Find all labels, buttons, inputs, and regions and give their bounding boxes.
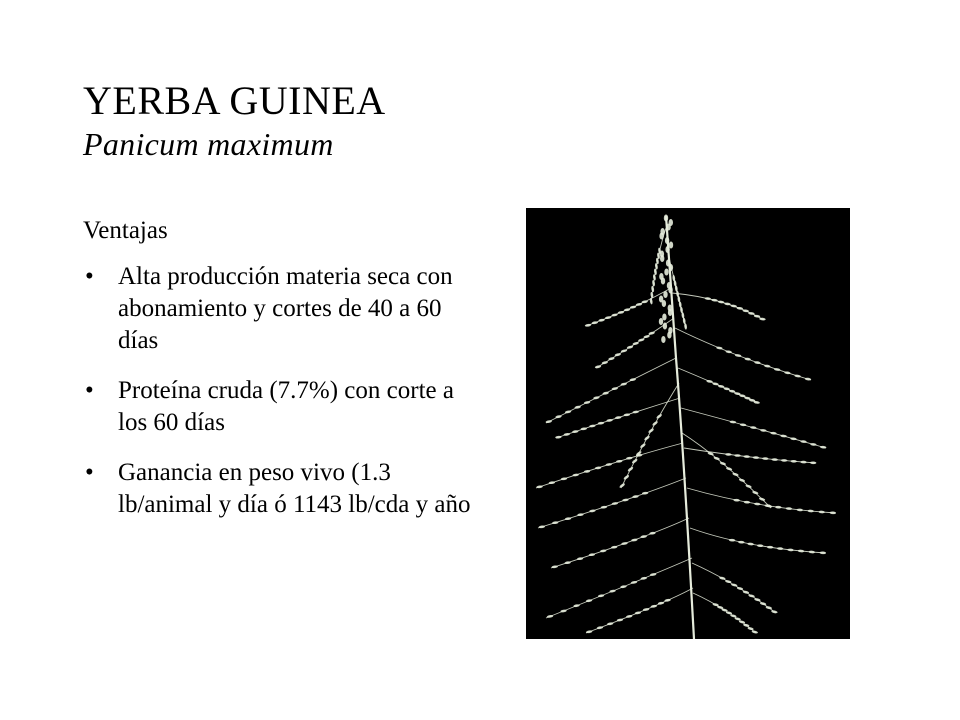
panicle-branch	[675, 328, 811, 380]
spikelet	[752, 490, 759, 494]
slide-title-block	[83, 78, 863, 164]
spikelet	[830, 511, 837, 514]
spikelet	[662, 314, 666, 321]
spikelet	[767, 546, 774, 549]
slide-title: YERBA GUINEA	[83, 78, 386, 123]
spikelet	[619, 483, 626, 489]
spikelet	[787, 548, 794, 551]
spikelet	[729, 539, 736, 542]
spikelet	[711, 299, 718, 302]
spikelet	[684, 323, 687, 330]
spikelet	[664, 215, 668, 222]
spikelet	[739, 478, 746, 482]
panicle-branch	[538, 478, 686, 528]
spikelet	[810, 461, 816, 464]
spikelet	[771, 458, 777, 461]
spikelet	[640, 443, 647, 449]
spikelet	[664, 269, 668, 276]
spikelet	[662, 300, 666, 307]
spikelet	[770, 432, 777, 435]
spikelet	[798, 549, 805, 552]
spikelet	[775, 506, 782, 509]
stem	[666, 216, 694, 639]
bullet-list	[83, 261, 483, 521]
spikelet	[661, 336, 665, 343]
spikelet	[661, 278, 665, 285]
spikelet	[627, 466, 634, 472]
spikelet	[704, 297, 711, 300]
spikelet	[786, 507, 793, 510]
panicle-branch	[693, 593, 756, 633]
spikelet	[659, 318, 663, 325]
panicle-branch	[672, 293, 764, 320]
slide-body	[83, 215, 483, 539]
spikelet	[666, 224, 670, 231]
spikelet	[665, 237, 669, 244]
panicle-branch	[690, 528, 826, 553]
spikelet	[648, 428, 655, 434]
spikelet	[740, 423, 747, 426]
bullet-text: Alta producción materia seca con abonamiento y cortes de 40 a 60 días	[118, 263, 453, 354]
panicle-branch	[546, 558, 692, 618]
panicle-branch	[687, 488, 836, 513]
spikelet	[667, 332, 671, 339]
spikelet	[760, 429, 767, 432]
bullet-text: Ganancia en peso vivo (1.3 lb/animal y día ó 1143 lb/cda y año	[118, 459, 471, 518]
spikelet	[653, 274, 657, 281]
spikelet	[668, 309, 672, 316]
spikelet	[805, 377, 812, 380]
spikelet	[669, 242, 673, 249]
spikelet	[663, 323, 667, 330]
spikelet	[654, 268, 658, 275]
spikelet	[669, 264, 673, 271]
panicle-branch	[546, 358, 676, 423]
spikelet	[818, 511, 825, 514]
spikelet	[660, 255, 664, 262]
bullet-item	[83, 261, 483, 357]
spikelet	[734, 454, 740, 457]
spikelet	[757, 544, 764, 547]
grass-panicle-photo	[526, 208, 850, 639]
bullet-glyph: •	[85, 377, 94, 404]
spikelet	[750, 426, 757, 429]
spikelet	[753, 456, 759, 459]
spikelet	[781, 459, 787, 462]
spikelet	[644, 435, 651, 441]
spikelet	[791, 460, 797, 463]
spikelet	[744, 501, 751, 504]
spikelet	[762, 457, 768, 460]
spikelet	[747, 542, 754, 545]
spikelet	[683, 317, 686, 324]
spikelet	[754, 503, 761, 506]
spikelet	[797, 508, 804, 511]
spikelet	[652, 280, 656, 287]
spikelet	[730, 420, 737, 423]
spikelet	[659, 233, 663, 240]
panicle-branch	[551, 518, 689, 568]
spikelet	[745, 484, 752, 488]
spikelet	[807, 510, 814, 513]
spikelet	[777, 547, 784, 550]
panicle-branch	[692, 563, 776, 613]
panicle-branch	[682, 433, 771, 508]
bullet-item	[83, 457, 483, 521]
spikelet	[623, 474, 630, 480]
section-heading: Ventajas	[83, 217, 168, 244]
spikelet	[651, 286, 655, 293]
spikelet	[738, 541, 745, 544]
bullet-glyph: •	[85, 459, 94, 486]
panicle-branch	[621, 383, 679, 488]
spikelet	[809, 550, 816, 553]
spikelet	[665, 246, 669, 253]
spikelet	[668, 287, 672, 294]
spikelet	[820, 551, 827, 554]
spikelet	[743, 455, 749, 458]
spikelet	[725, 453, 731, 456]
grass-panicle-illustration	[526, 208, 850, 639]
spikelet	[631, 458, 638, 464]
bullet-text: Proteína cruda (7.7%) con corte a los 60 días	[118, 377, 454, 436]
spikelet	[663, 291, 667, 298]
bullet-glyph: •	[85, 263, 94, 290]
bullet-item	[83, 375, 483, 439]
spikelet	[733, 499, 740, 502]
spikelet	[800, 461, 806, 464]
spikelet	[652, 420, 659, 426]
slide-subtitle: Panicum maximum	[83, 126, 334, 162]
spikelet	[759, 497, 766, 501]
spikelet	[656, 413, 663, 419]
